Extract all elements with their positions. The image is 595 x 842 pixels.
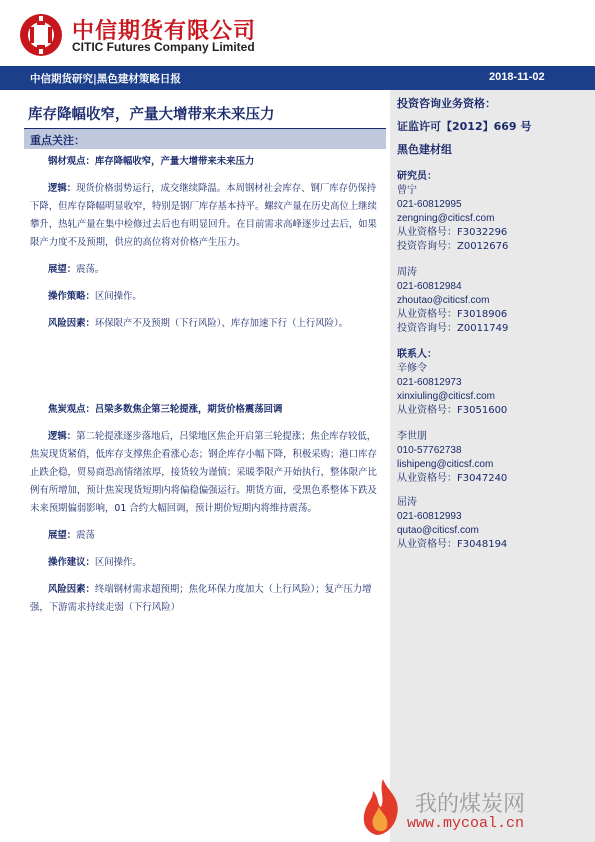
steel-advice-text: 区间操作。 — [94, 291, 142, 302]
watermark-url: www.mycoal.cn — [407, 815, 525, 832]
coke-outlook-label: 展望： — [48, 530, 77, 541]
steel-risk-label: 风险因素： — [48, 318, 95, 329]
steel-view-text: 库存降幅收窄，产量大增带来未来压力 — [94, 156, 255, 167]
contact-name: 屈涛 — [397, 497, 417, 508]
researcher-name: 周涛 — [397, 267, 417, 278]
focus-label: 重点关注： — [30, 134, 85, 147]
coke-advice-text: 区间操作。 — [94, 557, 142, 568]
logo-chinese-name: 中信期货有限公司 — [72, 19, 257, 44]
coke-logic-text: 第二轮提涨逐步落地后，吕梁地区焦企开启第三轮提涨；焦企库存较低，焦炭现货紧俏，低库存支撑焦企看涨心态；钢企库存小幅下降，积极采购；港口库存止跌企稳，贸易商恐高情绪浓厚，接货较为谨慎；采暖季限产开始执行，整体限产比例有所增加，预计焦炭现货短期内将偏稳偏强运行。期货方面，受黑色系整体下跌及未来预期偏弱影响，01 合约大幅回调，预计期价短期内将维持震荡。 — [30, 431, 377, 514]
researcher-name: 曾宁 — [397, 185, 417, 196]
coke-view-label: 焦炭观点： — [48, 404, 95, 415]
contact-email[interactable]: xinxiuling@citicsf.com — [397, 391, 495, 402]
coke-logic-label: 逻辑： — [48, 431, 77, 442]
coke-advice-label: 操作建议： — [48, 557, 95, 568]
contact-card — [397, 362, 507, 418]
researcher-cert: 从业资格号：F3032296 — [397, 227, 508, 238]
coke-risk-label: 风险因素： — [48, 584, 95, 595]
contact-card — [397, 496, 507, 552]
citic-logo-icon — [18, 12, 64, 58]
contact-cert: 从业资格号：F3048194 — [397, 539, 508, 550]
researcher-cert: 从业资格号：F3018906 — [397, 309, 508, 320]
researcher-phone: 021-60812995 — [397, 199, 462, 210]
steel-risk-text: 环保限产不及预期（下行风险）、库存加速下行（上行风险）。 — [94, 318, 349, 329]
researchers-label: 研究员： — [397, 171, 437, 182]
coke-view-section — [30, 401, 382, 617]
researcher-advisory-cert: 投资咨询号：Z0012676 — [397, 241, 509, 252]
steel-outlook-label: 展望： — [48, 264, 77, 275]
watermark — [355, 775, 595, 842]
contact-email[interactable]: lishipeng@citicsf.com — [397, 459, 494, 470]
flame-icon — [357, 777, 407, 839]
contact-phone: 010-57762738 — [397, 445, 462, 456]
report-title: 库存降幅收窄，产量大增带来未来压力 — [28, 107, 275, 123]
focus-section-bar — [24, 128, 386, 149]
coke-outlook-text: 震荡 — [76, 530, 95, 541]
steel-advice-label: 操作策略： — [48, 291, 95, 302]
company-logo — [18, 12, 318, 58]
researcher-email[interactable]: zengning@citicsf.com — [397, 213, 495, 224]
steel-logic-text: 现货价格弱势运行，成交继续降温。本周钢材社会库存、钢厂库存仍保持下降，但库存降幅明显收窄，特别是钢厂库存基本持平。螺纹产量在历史高位上继续攀升，热轧产量在集中检修过去后也有明显回升。在目前需求高峰逐步过去后，如果限产力度不及预期，供应的高位将对价格产生压力。 — [30, 183, 377, 248]
contact-cert: 从业资格号：F3047240 — [397, 473, 508, 484]
contact-name: 辛修令 — [397, 363, 427, 374]
contacts-label: 联系人： — [397, 349, 437, 360]
researcher-email[interactable]: zhoutao@citicsf.com — [397, 295, 490, 306]
report-header-bar — [0, 66, 595, 90]
steel-logic-label: 逻辑： — [48, 183, 77, 194]
steel-outlook-text: 震荡。 — [76, 264, 105, 275]
group-name: 黑色建材组 — [397, 143, 452, 156]
logo-english-name: CITIC Futures Company Limited — [72, 40, 255, 54]
researcher-phone: 021-60812984 — [397, 281, 462, 292]
contact-cert: 从业资格号：F3051600 — [397, 405, 508, 416]
researcher-advisory-cert: 投资咨询号：Z0011749 — [397, 323, 509, 334]
watermark-site-name: 我的煤炭网 — [415, 792, 526, 817]
contact-email[interactable]: qutao@citicsf.com — [397, 525, 479, 536]
steel-view-label: 钢材观点： — [48, 156, 95, 167]
coke-risk-text: 终端钢材需求超预期；焦化环保力度加大（上行风险）；复产压力增强，下游需求持续走弱（下行风险） — [30, 584, 372, 613]
license-number: 证监许可【2012】669 号 — [397, 120, 532, 133]
contact-phone: 021-60812993 — [397, 511, 462, 522]
report-date: 2018-11-02 — [489, 71, 545, 83]
contact-name: 李世朋 — [397, 431, 427, 442]
contact-phone: 021-60812973 — [397, 377, 462, 388]
contact-card — [397, 430, 507, 486]
researcher-card — [397, 266, 508, 336]
qualification-title: 投资咨询业务资格： — [397, 97, 496, 110]
researcher-card — [397, 184, 508, 254]
steel-view-section — [30, 153, 382, 333]
report-series-title: 中信期货研究|黑色建材策略日报 — [30, 73, 181, 85]
coke-view-text: 吕梁多数焦企第三轮提涨，期货价格震荡回调 — [94, 404, 283, 415]
